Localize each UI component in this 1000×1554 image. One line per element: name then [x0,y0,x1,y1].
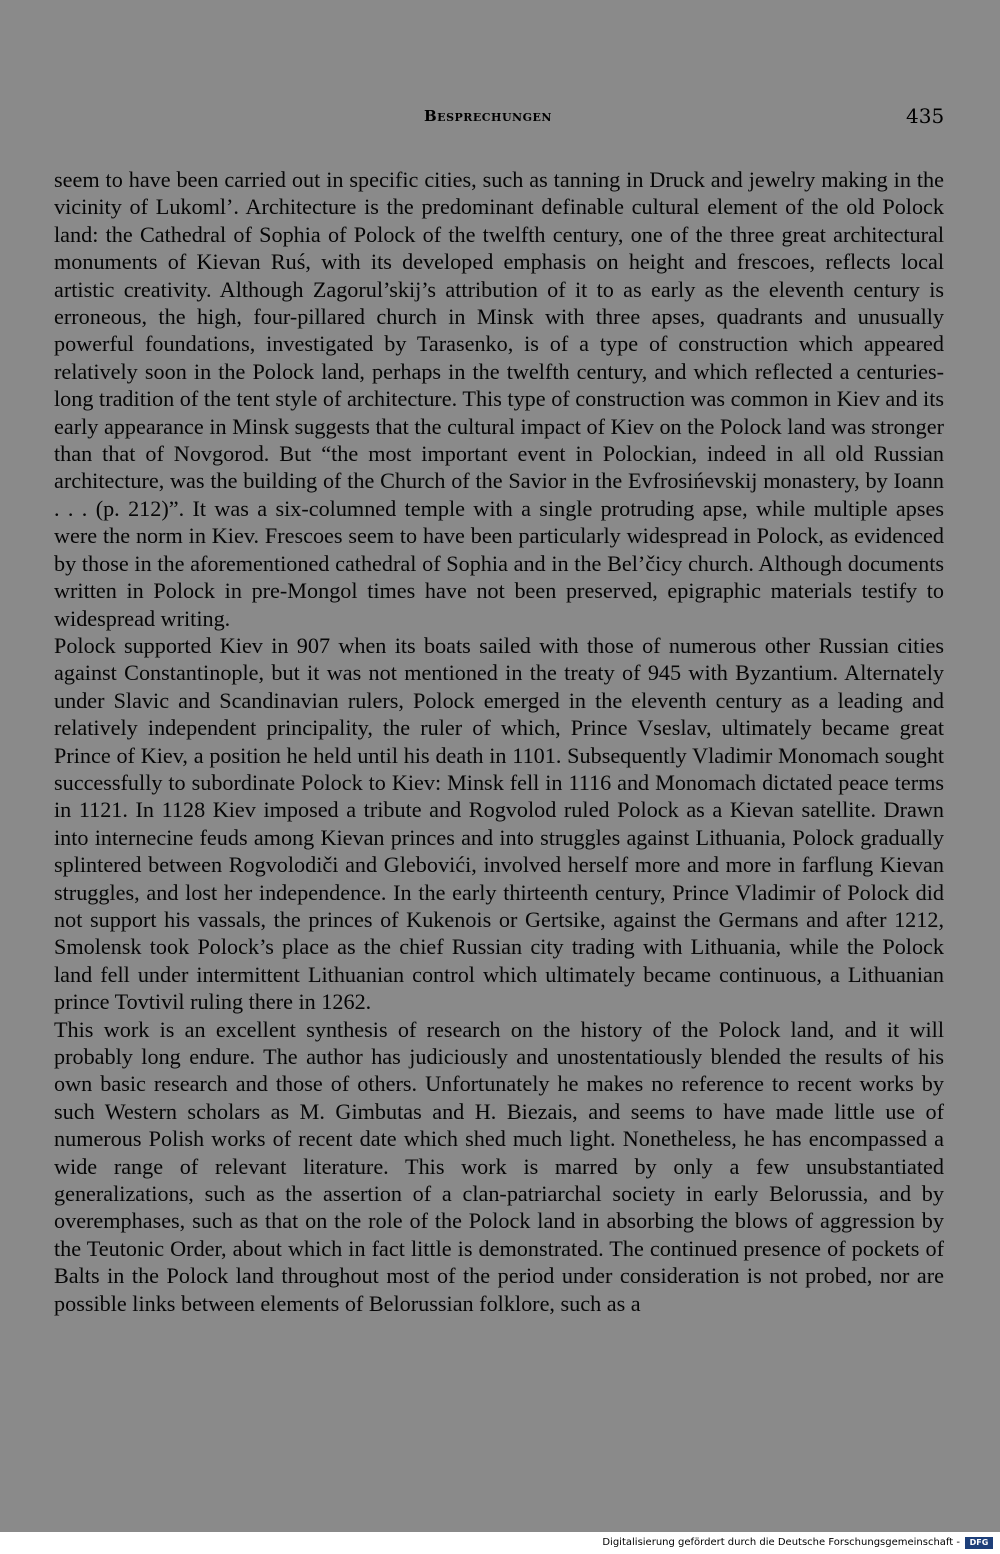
running-header-title: Besprechungen [424,107,552,125]
dfg-logo-icon: DFG [965,1537,993,1549]
paragraph-2: Polock supported Kiev in 907 when its boats sailed with those of numerous other Russian cities against Constantinople, but it was not mentioned in the treaty of 945 with Byzantium. Alternately under Slavic and Scandinavian rulers, Polock emerged in the eleventh century as a leading and relatively independent principality, the ruler of which, Prince Vseslav, ultimately became great Prince of Kiev, a position he held until his death in 1101. Subsequently Vladimir Monomach sought successfully to subordinate Polock to Kiev: Minsk fell in 1116 and Monomach dictated peace terms in 1121. In 1128 Kiev imposed a tribute and Rogvolod ruled Polock as a Kievan satellite. Drawn into internecine feuds among Kievan princes and into struggles against Lithuania, Polock gradually splintered between Rogvolodiči and Glebovići, involved herself more and more in farflung Kievan struggles, and lost her independence. In the early thirteenth century, Prince Vladimir of Polock did not support his vassals, the princes of Kukenois or Gertsike, against the Germans and after 1212, Smolensk took Polock’s place as the chief Russian city trading with Lithuania, while the Polock land fell under intermittent Lithuanian control which ultimately became continuous, a Lithuanian prince Tovtivil ruling there in 1262. [54,632,944,1015]
paragraph-1: seem to have been carried out in specific cities, such as tanning in Druck and jewelry making in the vicinity of Lukoml’. Architecture is the predominant definable cultural element of the old Polock land: the Cathedral of Sophia of Polock of the twelfth century, one of the three great architectural monuments of Kievan Ruś, with its developed emphasis on height and frescoes, reflects local artistic creativity. Although Zagorul’skij’s attribution of it to as early as the eleventh century is erroneous, the high, four-pillared church in Minsk with three apses, quadrants and unusually powerful foundations, investigated by Tarasenko, is of a type of construction which appeared relatively soon in the Polock land, perhaps in the twelfth century, and which reflected a centuries-long tradition of the tent style of architecture. This type of construction was common in Kiev and its early appearance in Minsk suggests that the cultural impact of Kiev on the Polock land was stronger than that of Novgorod. But “the most important event in Polockian, indeed in all old Russian architecture, was the building of the Church of the Savior in the Evfrosińevskij monastery, by Ioann . . . (p. 212)”. It was a six-columned temple with a single protruding apse, while multiple apses were the norm in Kiev. Frescoes seem to have been particularly widespread in Polock, as evidenced by those in the aforementioned cathedral of Sophia and in the Bel’čicy church. Although documents written in Polock in pre-Mongol times have not been preserved, epigraphic materials testify to widespread writing. [54,167,944,631]
paragraph-3: This work is an excellent synthesis of research on the history of the Polock land, and it will probably long endure. The author has judiciously and unostentatiously blended the results of his own basic research and those of others. Unfortunately he makes no reference to recent works by such Western scholars as M. Gimbutas and H. Biezais, and seems to have made little use of numerous Polish works of recent date which shed much light. Nonetheless, he has encompassed a wide range of relevant literature. This work is marred by only a few unsubstantiated generalizations, such as the assertion of a clan-patriarchal society in early Belorussia, and by overemphases, such as that on the role of the Polock land in absorbing the blows of aggression by the Teutonic Order, about which in fact little is demonstrated. The continued presence of pockets of Balts in the Polock land throughout most of the period under consideration is not probed, nor are possible links between elements of Belorussian folklore, such as a [54,1016,944,1316]
page-number: 435 [906,104,945,128]
footer-bar [0,1532,1000,1554]
funding-notice: Digitalisierung gefördert durch die Deutsche Forschungsgemeinschaft - [602,1537,960,1548]
body-text [54,166,944,1317]
